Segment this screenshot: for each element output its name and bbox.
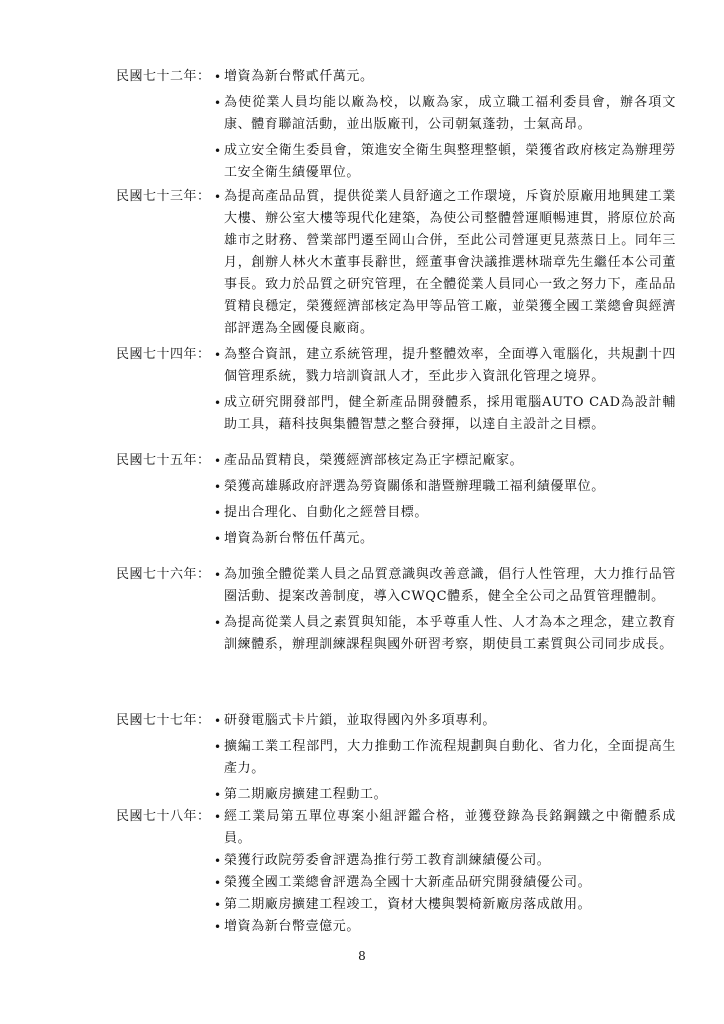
item-list — [214, 710, 676, 806]
bullet-icon: • — [214, 920, 222, 934]
year-heading: 民國七十五年： — [116, 453, 211, 468]
item-text: 成立研究開發部門，健全新產品開發體系，採用電腦AUTO CAD為設計輔助工具，藉科技與集體智慧之整合發揮，以達自主設計之目標。 — [224, 395, 676, 432]
list-item — [214, 344, 676, 388]
bullet-icon: • — [214, 616, 222, 630]
bullet-icon: • — [214, 810, 222, 824]
list-item — [214, 502, 676, 524]
item-text: 榮獲全國工業總會評選為全國十大新產品研究開發績優公司。 — [224, 875, 592, 890]
item-text: 為提高產品品質，提供從業人員舒適之工作環境，斥資於原廠用地興建工業大樓、辦公室大樓等現代化建築，為使公司整體營運順暢連貫，將原位於高雄市之財務、營業部門遷至岡山合併，至此公司營運更見蒸蒸日上。同年三月，創辦人林火木董事長辭世，經董事會決議推選林瑞章先生繼任本公司董事長。致力於品質之研究管理，在全體從業人員同心一致之努力下，產品品質精良穩定，榮獲經濟部核定為甲等品管工廠，並榮獲全國工業總會與經濟部評選為全國優良廠商。 — [224, 189, 676, 336]
item-text: 為使從業人員均能以廠為校，以廠為家，成立職工福利委員會，辦各項文康、體育聯誼活動，並出版廠刊，公司朝氣蓬勃，士氣高昂。 — [224, 95, 676, 132]
item-text: 榮獲高雄縣政府評選為勞資關係和諧暨辦理職工福利績優單位。 — [224, 479, 605, 494]
item-text: 增資為新台幣伍仟萬元。 — [224, 531, 374, 546]
item-text: 擴編工業工程部門，大力推動工作流程規劃與自動化、省力化，全面提高生產力。 — [224, 739, 676, 776]
bullet-icon: • — [214, 96, 222, 110]
item-list — [214, 344, 676, 436]
list-item — [214, 806, 676, 850]
item-text: 增資為新台幣貳仟萬元。 — [224, 69, 374, 84]
list-item — [214, 564, 676, 608]
list-item — [214, 710, 676, 732]
item-text: 榮獲行政院勞委會評選為推行勞工教育訓練績優公司。 — [224, 853, 551, 868]
bullet-icon: • — [214, 144, 222, 158]
bullet-icon: • — [214, 714, 222, 728]
bullet-icon: • — [214, 396, 222, 410]
item-list — [214, 806, 676, 938]
bullet-icon: • — [214, 898, 222, 912]
list-item — [214, 66, 676, 88]
year-heading: 民國七十三年： — [116, 189, 211, 204]
list-item — [214, 612, 676, 656]
bullet-icon: • — [214, 854, 222, 868]
bullet-icon: • — [214, 532, 222, 546]
bullet-icon: • — [214, 876, 222, 890]
list-item — [214, 92, 676, 136]
item-text: 成立安全衛生委員會，策進安全衛生與整理整頓，榮獲省政府核定為辦理勞工安全衛生績優單位。 — [224, 143, 676, 180]
list-item — [214, 916, 676, 938]
bullet-icon: • — [214, 740, 222, 754]
list-item — [214, 450, 676, 472]
list-item — [214, 140, 676, 184]
year-heading: 民國七十四年： — [116, 347, 211, 362]
bullet-icon: • — [214, 454, 222, 468]
item-text: 為加強全體從業人員之品質意識與改善意識，倡行人性管理，大力推行品管圈活動、提案改善制度，導入CWQC體系，健全全公司之品質管理體制。 — [224, 567, 676, 604]
year-heading: 民國七十二年： — [116, 69, 211, 84]
list-item — [214, 186, 676, 340]
item-list — [214, 450, 676, 550]
list-item — [214, 528, 676, 550]
item-text: 增資為新台幣壹億元。 — [224, 919, 361, 934]
item-text: 產品品質精良，榮獲經濟部核定為正字標記廠家。 — [224, 453, 524, 468]
bullet-icon: • — [214, 568, 222, 582]
list-item — [214, 850, 676, 872]
item-text: 提出合理化、自動化之經營目標。 — [224, 505, 429, 520]
item-text: 第二期廠房擴建工程竣工，資材大樓與製椅新廠房落成啟用。 — [224, 897, 592, 912]
bullet-icon: • — [214, 190, 222, 204]
bullet-icon: • — [214, 506, 222, 520]
list-item — [214, 476, 676, 498]
bullet-icon: • — [214, 480, 222, 494]
list-item — [214, 784, 676, 806]
item-text: 為提高從業人員之素質與知能，本乎尊重人性、人才為本之理念，建立教育訓練體系，辦理訓練課程與國外研習考察，期使員工素質與公司同步成長。 — [224, 615, 676, 652]
year-heading: 民國七十六年： — [116, 567, 211, 582]
item-list — [214, 186, 676, 340]
bullet-icon: • — [214, 348, 222, 362]
item-list — [214, 66, 676, 184]
item-text: 經工業局第五單位專案小組評鑑合格，並獲登錄為長銘鋼鐵之中衛體系成員。 — [224, 809, 676, 846]
list-item — [214, 736, 676, 780]
item-list — [214, 564, 676, 656]
page-number: 8 — [358, 949, 366, 963]
year-heading: 民國七十八年： — [116, 809, 211, 824]
list-item — [214, 894, 676, 916]
bullet-icon: • — [214, 70, 222, 84]
item-text: 第二期廠房擴建工程動工。 — [224, 787, 388, 802]
item-text: 為整合資訊，建立系統管理，提升整體效率，全面導入電腦化，共規劃十四個管理系統，戮力培訓資訊人才，至此步入資訊化管理之境界。 — [224, 347, 676, 384]
year-heading: 民國七十七年： — [116, 713, 211, 728]
item-text: 研發電腦式卡片鎖，並取得國內外多項專利。 — [224, 713, 497, 728]
list-item — [214, 872, 676, 894]
list-item — [214, 392, 676, 436]
bullet-icon: • — [214, 788, 222, 802]
